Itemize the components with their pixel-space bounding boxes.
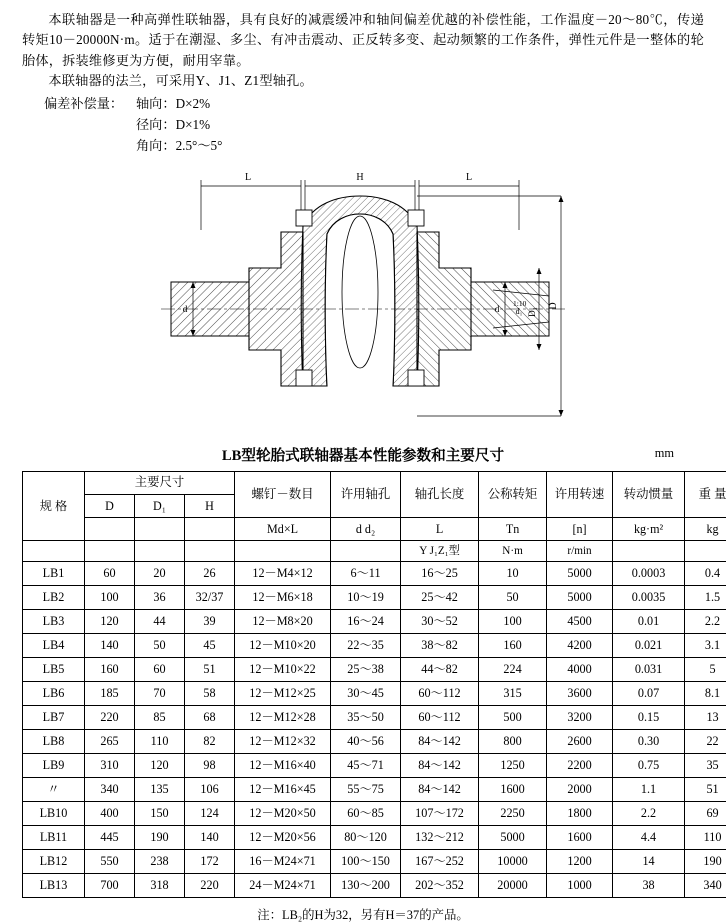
th-D: D: [85, 495, 135, 518]
cell-bore: 16～24: [331, 610, 401, 634]
cell-D: 220: [85, 706, 135, 730]
cell-H: 220: [185, 874, 235, 898]
cell-D1: 110: [135, 730, 185, 754]
cell-D1: 85: [135, 706, 185, 730]
table-title: LB型轮胎式联轴器基本性能参数和主要尺寸: [222, 448, 504, 464]
cell-D1: 60: [135, 658, 185, 682]
cell-D1: 70: [135, 682, 185, 706]
spec-table-body: [23, 562, 726, 898]
dim-label-D: D: [548, 303, 559, 310]
cell-weight: 8.1: [685, 682, 726, 706]
cell-H: 39: [185, 610, 235, 634]
offset-title: 偏差补偿量：: [22, 93, 136, 114]
cell-weight: 0.4: [685, 562, 726, 586]
cell-name: LB10: [23, 802, 85, 826]
cell-len: 44～82: [401, 658, 479, 682]
cell-screw: 12－M8×20: [235, 610, 331, 634]
th-unit-speed: r/min: [547, 541, 613, 562]
offset-compensation-block: [22, 93, 704, 156]
th-unit-torque: N·m: [479, 541, 547, 562]
cell-H: 140: [185, 826, 235, 850]
th-main-dims: 主要尺寸: [85, 472, 235, 495]
cell-name: LB13: [23, 874, 85, 898]
table-unit: mm: [655, 446, 674, 461]
cell-weight: 190: [685, 850, 726, 874]
th-unit-D: [85, 541, 135, 562]
cell-bore: 130～200: [331, 874, 401, 898]
cell-D1: 238: [135, 850, 185, 874]
taper-label: 1:10: [513, 299, 527, 308]
th-screw-sym: Md×L: [235, 518, 331, 541]
table-row: [23, 754, 726, 778]
cell-D1: 44: [135, 610, 185, 634]
table-row: [23, 634, 726, 658]
cell-inertia: 14: [613, 850, 685, 874]
dim-label-D1: D₁: [528, 307, 538, 317]
table-row: [23, 802, 726, 826]
cell-H: 124: [185, 802, 235, 826]
th-unit-bore: [331, 541, 401, 562]
th-len-sym: L: [401, 518, 479, 541]
cell-torque: 315: [479, 682, 547, 706]
cell-bore: 30～45: [331, 682, 401, 706]
th-unit-bore-type: Y J₁Z₁型: [401, 541, 479, 562]
cell-H: 51: [185, 658, 235, 682]
offset-label-0: 轴向：D×2%: [136, 93, 210, 114]
table-note: 注：LB₂的H为32，另有H＝37的产品。: [22, 905, 704, 923]
cell-screw: 24－M24×71: [235, 874, 331, 898]
table-row: [23, 874, 726, 898]
th-unit-inertia: [613, 541, 685, 562]
offset-row: [22, 114, 704, 135]
cell-D: 445: [85, 826, 135, 850]
cell-speed: 1200: [547, 850, 613, 874]
cell-weight: 35: [685, 754, 726, 778]
coupling-drawing: [153, 164, 573, 436]
th-bore: 许用轴孔: [331, 472, 401, 518]
cell-inertia: 0.75: [613, 754, 685, 778]
cell-inertia: 0.15: [613, 706, 685, 730]
cell-H: 32/37: [185, 586, 235, 610]
cell-H: 106: [185, 778, 235, 802]
cell-weight: 3.1: [685, 634, 726, 658]
cell-H: 58: [185, 682, 235, 706]
cell-speed: 2200: [547, 754, 613, 778]
cell-D1: 318: [135, 874, 185, 898]
table-row: [23, 730, 726, 754]
cell-speed: 2000: [547, 778, 613, 802]
offset-spacer: [22, 135, 136, 156]
cell-name: LB9: [23, 754, 85, 778]
cell-name: LB6: [23, 682, 85, 706]
cell-len: 84～142: [401, 730, 479, 754]
cell-weight: 69: [685, 802, 726, 826]
th-weight-sym: kg: [685, 518, 726, 541]
cell-bore: 80～120: [331, 826, 401, 850]
cell-weight: 1.5: [685, 586, 726, 610]
offset-label-1: 径向：D×1%: [136, 114, 210, 135]
cell-torque: 224: [479, 658, 547, 682]
th-unit-screw: [235, 541, 331, 562]
cell-len: 84～142: [401, 778, 479, 802]
cell-inertia: 0.0035: [613, 586, 685, 610]
th-D1: D₁: [135, 495, 185, 518]
cell-H: 26: [185, 562, 235, 586]
cell-inertia: 0.021: [613, 634, 685, 658]
cell-torque: 100: [479, 610, 547, 634]
cell-H: 45: [185, 634, 235, 658]
cell-bore: 25～38: [331, 658, 401, 682]
table-header-row-groups: [23, 472, 726, 495]
table-row: [23, 586, 726, 610]
table-row: [23, 850, 726, 874]
cell-D1: 20: [135, 562, 185, 586]
cell-weight: 5: [685, 658, 726, 682]
cell-inertia: 1.1: [613, 778, 685, 802]
cell-bore: 22～35: [331, 634, 401, 658]
cell-name: LB12: [23, 850, 85, 874]
cell-inertia: 0.0003: [613, 562, 685, 586]
th-bore-length: 轴孔长度: [401, 472, 479, 518]
cell-speed: 2600: [547, 730, 613, 754]
cell-screw: 12－M10×22: [235, 658, 331, 682]
cell-D: 700: [85, 874, 135, 898]
cell-screw: 12－M10×20: [235, 634, 331, 658]
th-H: H: [185, 495, 235, 518]
cell-len: 25～42: [401, 586, 479, 610]
cell-D: 400: [85, 802, 135, 826]
cell-D: 60: [85, 562, 135, 586]
cell-torque: 160: [479, 634, 547, 658]
cell-inertia: 4.4: [613, 826, 685, 850]
table-header-row-units: [23, 541, 726, 562]
table-row: [23, 778, 726, 802]
th-bore-sym: d d₂: [331, 518, 401, 541]
intro-paragraph-2: 本联轴器的法兰，可采用Y、J1、Z1型轴孔。: [22, 71, 704, 91]
table-row: [23, 682, 726, 706]
cell-bore: 10～19: [331, 586, 401, 610]
cell-name: LB3: [23, 610, 85, 634]
cell-torque: 50: [479, 586, 547, 610]
cell-speed: 4500: [547, 610, 613, 634]
cell-torque: 10: [479, 562, 547, 586]
th-H-sym: [185, 518, 235, 541]
dim-label-d-right: d: [495, 305, 500, 315]
cell-inertia: 0.031: [613, 658, 685, 682]
cell-D1: 150: [135, 802, 185, 826]
cell-D: 120: [85, 610, 135, 634]
offset-row: [22, 135, 704, 156]
cell-bore: 45～71: [331, 754, 401, 778]
cell-speed: 5000: [547, 586, 613, 610]
cell-len: 84～142: [401, 754, 479, 778]
cell-speed: 4000: [547, 658, 613, 682]
th-torque-sym: Tn: [479, 518, 547, 541]
cell-inertia: 0.07: [613, 682, 685, 706]
cell-name: LB2: [23, 586, 85, 610]
cell-D1: 50: [135, 634, 185, 658]
cell-len: 16～25: [401, 562, 479, 586]
cell-name: LB1: [23, 562, 85, 586]
cell-weight: 51: [685, 778, 726, 802]
cell-inertia: 0.01: [613, 610, 685, 634]
table-header-row-symbols: [23, 518, 726, 541]
cell-screw: 12－M6×18: [235, 586, 331, 610]
tyre-element: [301, 196, 419, 386]
coupling-figure: [22, 164, 704, 442]
offset-row: [22, 93, 704, 114]
cell-screw: 12－M12×25: [235, 682, 331, 706]
cell-len: 132～212: [401, 826, 479, 850]
cell-H: 82: [185, 730, 235, 754]
cell-torque: 800: [479, 730, 547, 754]
cell-D1: 120: [135, 754, 185, 778]
cell-name: LB4: [23, 634, 85, 658]
cell-D1: 36: [135, 586, 185, 610]
cell-bore: 100～150: [331, 850, 401, 874]
table-row: [23, 562, 726, 586]
cell-weight: 22: [685, 730, 726, 754]
cell-D: 550: [85, 850, 135, 874]
cell-weight: 110: [685, 826, 726, 850]
intro-paragraph-1: 本联轴器是一种高弹性联轴器，具有良好的减震缓冲和轴间偏差优越的补偿性能，工作温度－20～80℃，传递转矩10－20000N·m。适于在潮湿、多尘、有冲击震动、正反转多变、起动频繁的工作条件，弹性元件是一整体的轮胎体，拆装维修更为方便，耐用宰靠。: [22, 10, 704, 71]
dim-label-H: H: [356, 172, 363, 183]
cell-bore: 40～56: [331, 730, 401, 754]
cell-name: LB8: [23, 730, 85, 754]
cell-H: 68: [185, 706, 235, 730]
dim-label-d-left: d: [183, 305, 188, 315]
table-row: [23, 610, 726, 634]
th-unit-weight: [685, 541, 726, 562]
cell-screw: 12－M12×28: [235, 706, 331, 730]
cell-bore: 60～85: [331, 802, 401, 826]
cell-inertia: 0.30: [613, 730, 685, 754]
th-speed: 许用转速: [547, 472, 613, 518]
cell-speed: 5000: [547, 562, 613, 586]
cell-len: 202～352: [401, 874, 479, 898]
cell-name: 〃: [23, 778, 85, 802]
cell-speed: 1000: [547, 874, 613, 898]
cell-D: 310: [85, 754, 135, 778]
cell-torque: 5000: [479, 826, 547, 850]
th-screw: 螺钉－数目: [235, 472, 331, 518]
table-caption: [22, 444, 704, 465]
cell-D1: 135: [135, 778, 185, 802]
th-inertia-sym: kg·m²: [613, 518, 685, 541]
th-unit-spec: [23, 541, 85, 562]
cell-screw: 12－M20×50: [235, 802, 331, 826]
dim-label-d1: d₁: [516, 307, 523, 316]
cell-speed: 3600: [547, 682, 613, 706]
cell-D: 185: [85, 682, 135, 706]
cell-len: 60～112: [401, 706, 479, 730]
cell-screw: 12－M16×40: [235, 754, 331, 778]
cell-D: 265: [85, 730, 135, 754]
th-inertia: 转动惯量: [613, 472, 685, 518]
dim-label-L-left: L: [245, 172, 251, 183]
th-torque: 公称转矩: [479, 472, 547, 518]
cell-speed: 4200: [547, 634, 613, 658]
cell-name: LB7: [23, 706, 85, 730]
cell-H: 98: [185, 754, 235, 778]
spec-table: [22, 471, 726, 898]
cell-len: 60～112: [401, 682, 479, 706]
cell-screw: 16－M24×71: [235, 850, 331, 874]
cell-inertia: 2.2: [613, 802, 685, 826]
th-D-sym: [85, 518, 135, 541]
cell-screw: 12－M12×32: [235, 730, 331, 754]
cell-D: 340: [85, 778, 135, 802]
cell-torque: 20000: [479, 874, 547, 898]
cell-weight: 2.2: [685, 610, 726, 634]
cell-bore: 55～75: [331, 778, 401, 802]
cell-name: LB11: [23, 826, 85, 850]
cell-D: 160: [85, 658, 135, 682]
th-unit-D1: [135, 541, 185, 562]
cell-weight: 13: [685, 706, 726, 730]
cell-speed: 1600: [547, 826, 613, 850]
cell-len: 167～252: [401, 850, 479, 874]
dim-label-L-right: L: [466, 172, 472, 183]
cell-screw: 12－M16×45: [235, 778, 331, 802]
th-spec: 规 格: [23, 472, 85, 541]
cell-D: 100: [85, 586, 135, 610]
th-unit-H: [185, 541, 235, 562]
cell-screw: 12－M20×56: [235, 826, 331, 850]
cell-torque: 1600: [479, 778, 547, 802]
cell-D: 140: [85, 634, 135, 658]
offset-label-2: 角向：2.5°～5°: [136, 135, 222, 156]
cell-name: LB5: [23, 658, 85, 682]
cell-len: 107～172: [401, 802, 479, 826]
th-weight: 重 量: [685, 472, 726, 518]
cell-len: 38～82: [401, 634, 479, 658]
cell-speed: 3200: [547, 706, 613, 730]
cell-screw: 12－M4×12: [235, 562, 331, 586]
intro-text: [22, 10, 704, 92]
cell-torque: 1250: [479, 754, 547, 778]
table-row: [23, 658, 726, 682]
cell-weight: 340: [685, 874, 726, 898]
table-row: [23, 706, 726, 730]
cell-torque: 2250: [479, 802, 547, 826]
cell-len: 30～52: [401, 610, 479, 634]
th-speed-sym: [n]: [547, 518, 613, 541]
cell-torque: 500: [479, 706, 547, 730]
cell-speed: 1800: [547, 802, 613, 826]
th-D1-sym: [135, 518, 185, 541]
cell-D1: 190: [135, 826, 185, 850]
cell-H: 172: [185, 850, 235, 874]
cell-inertia: 38: [613, 874, 685, 898]
cell-bore: 6～11: [331, 562, 401, 586]
cell-torque: 10000: [479, 850, 547, 874]
offset-spacer: [22, 114, 136, 135]
table-row: [23, 826, 726, 850]
cell-bore: 35～50: [331, 706, 401, 730]
